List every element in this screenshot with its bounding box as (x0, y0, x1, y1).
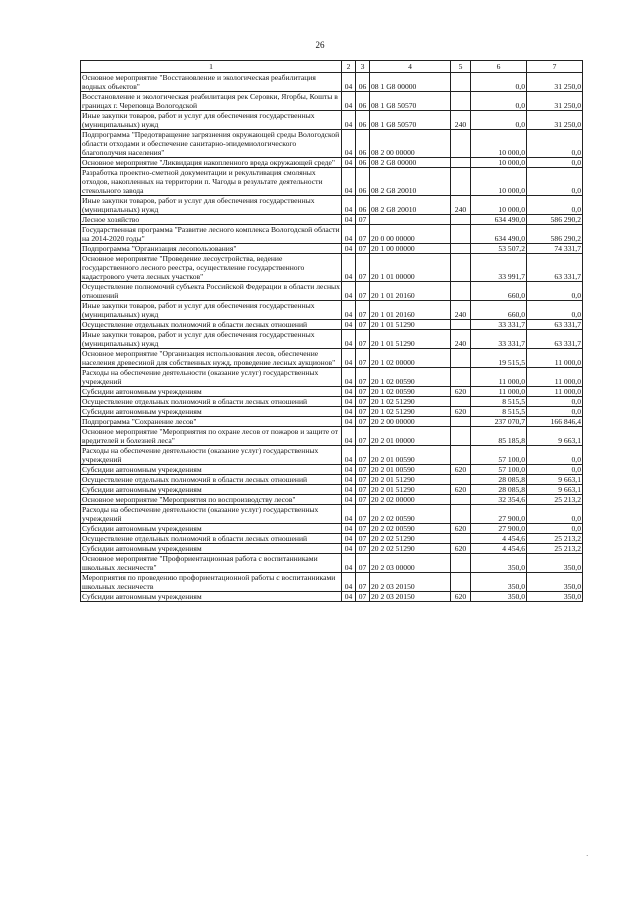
row-name: Расходы на обеспечение деятельности (оказание услуг) государственных учреждений (81, 505, 342, 524)
row-amount-year1: 0,0 (471, 73, 527, 92)
row-target-code: 20 1 02 51290 (370, 397, 451, 407)
row-amount-year1: 33 991,7 (471, 254, 527, 282)
row-expense-type: 620 (451, 465, 471, 475)
table-row (81, 465, 583, 475)
row-target-code: 20 2 03 20150 (370, 573, 451, 592)
table-row (81, 505, 583, 524)
table-row (81, 407, 583, 417)
row-target-code: 20 1 01 00000 (370, 254, 451, 282)
row-subsection: 07 (356, 215, 370, 225)
row-expense-type: 240 (451, 330, 471, 349)
row-name: Разработка проектно-сметной документации и рекультивация смоляных отходов, накопленных на территории п. Чагоды в результате деятельности стекольного завода (81, 168, 342, 196)
header-row (81, 61, 583, 73)
row-amount-year1: 53 507,2 (471, 244, 527, 254)
row-subsection: 07 (356, 244, 370, 254)
row-amount-year2: 166 846,4 (527, 417, 583, 427)
row-amount-year2: 31 250,0 (527, 73, 583, 92)
table-row (81, 524, 583, 534)
row-section: 04 (342, 544, 356, 554)
row-subsection: 07 (356, 495, 370, 505)
table-row (81, 301, 583, 320)
row-amount-year1: 660,0 (471, 282, 527, 301)
row-section: 04 (342, 573, 356, 592)
row-name: Основное мероприятие "Профориентационная работа с воспитанниками школьных лесничеств" (81, 554, 342, 573)
row-subsection: 06 (356, 158, 370, 168)
row-expense-type (451, 254, 471, 282)
row-amount-year2: 0,0 (527, 282, 583, 301)
row-expense-type: 240 (451, 301, 471, 320)
row-target-code: 20 2 01 51290 (370, 475, 451, 485)
row-amount-year1: 634 490,0 (471, 225, 527, 244)
row-section: 04 (342, 368, 356, 387)
row-name: Субсидии автономным учреждениям (81, 544, 342, 554)
row-amount-year1: 27 900,0 (471, 524, 527, 534)
row-section: 04 (342, 254, 356, 282)
table-row (81, 92, 583, 111)
col-header-section: 2 (342, 61, 356, 73)
row-amount-year1: 10 000,0 (471, 168, 527, 196)
row-section: 04 (342, 215, 356, 225)
row-subsection: 07 (356, 524, 370, 534)
margin-mark: · (586, 852, 589, 860)
row-section: 04 (342, 397, 356, 407)
row-subsection: 07 (356, 407, 370, 417)
table-row (81, 73, 583, 92)
row-amount-year2: 9 663,1 (527, 427, 583, 446)
row-section: 04 (342, 196, 356, 215)
row-amount-year1: 33 331,7 (471, 330, 527, 349)
row-subsection: 07 (356, 282, 370, 301)
table-row (81, 320, 583, 330)
table-row (81, 158, 583, 168)
row-expense-type (451, 244, 471, 254)
row-expense-type: 620 (451, 485, 471, 495)
table-row (81, 495, 583, 505)
row-name: Подпрограмма "Организация лесопользования" (81, 244, 342, 254)
row-expense-type (451, 225, 471, 244)
row-section: 04 (342, 225, 356, 244)
row-name: Субсидии автономным учреждениям (81, 592, 342, 602)
row-amount-year2: 31 250,0 (527, 92, 583, 111)
row-expense-type (451, 495, 471, 505)
row-section: 04 (342, 407, 356, 417)
table-row (81, 446, 583, 465)
row-subsection: 07 (356, 544, 370, 554)
table-row (81, 554, 583, 573)
row-name: Субсидии автономным учреждениям (81, 407, 342, 417)
row-target-code: 20 1 01 20160 (370, 282, 451, 301)
row-section: 04 (342, 427, 356, 446)
row-target-code: 20 2 03 00000 (370, 554, 451, 573)
row-section: 04 (342, 495, 356, 505)
row-expense-type (451, 573, 471, 592)
row-subsection: 07 (356, 475, 370, 485)
row-expense-type (451, 168, 471, 196)
row-expense-type (451, 427, 471, 446)
table-row (81, 111, 583, 130)
row-section: 04 (342, 534, 356, 544)
table-row (81, 368, 583, 387)
row-section: 04 (342, 524, 356, 534)
row-section: 04 (342, 92, 356, 111)
row-subsection: 06 (356, 130, 370, 158)
row-target-code: 20 1 02 51290 (370, 407, 451, 417)
table-row (81, 244, 583, 254)
row-subsection: 07 (356, 573, 370, 592)
row-amount-year2: 63 331,7 (527, 254, 583, 282)
row-section: 04 (342, 592, 356, 602)
row-name: Иные закупки товаров, работ и услуг для обеспечения государственных (муниципальных) нужд (81, 330, 342, 349)
row-name: Субсидии автономным учреждениям (81, 465, 342, 475)
row-expense-type (451, 534, 471, 544)
row-amount-year2: 0,0 (527, 301, 583, 320)
row-target-code: 20 1 01 20160 (370, 301, 451, 320)
row-amount-year2: 11 000,0 (527, 387, 583, 397)
row-name: Основное мероприятие "Проведение лесоустройства, ведение государственного лесного реестра, осуществление государственного кадастрового учета лесных участков" (81, 254, 342, 282)
table-row (81, 387, 583, 397)
row-section: 04 (342, 505, 356, 524)
row-amount-year1: 0,0 (471, 92, 527, 111)
row-amount-year1: 19 515,5 (471, 349, 527, 368)
row-section: 04 (342, 554, 356, 573)
row-subsection: 06 (356, 92, 370, 111)
row-amount-year1: 57 100,0 (471, 446, 527, 465)
row-section: 04 (342, 485, 356, 495)
row-expense-type (451, 446, 471, 465)
row-amount-year2: 11 000,0 (527, 368, 583, 387)
row-amount-year2: 25 213,2 (527, 544, 583, 554)
row-amount-year1: 11 000,0 (471, 387, 527, 397)
table-row (81, 417, 583, 427)
row-amount-year1: 33 331,7 (471, 320, 527, 330)
row-subsection: 06 (356, 111, 370, 130)
row-target-code: 20 2 01 00590 (370, 446, 451, 465)
row-target-code: 08 2 00 00000 (370, 130, 451, 158)
row-amount-year1: 4 454,6 (471, 534, 527, 544)
row-section: 04 (342, 475, 356, 485)
row-amount-year1: 28 085,8 (471, 485, 527, 495)
row-target-code (370, 215, 451, 225)
row-amount-year2: 25 213,2 (527, 495, 583, 505)
row-name: Подпрограмма "Предотвращение загрязнения окружающей среды Вологодской области отходами и обеспечение санитарно-эпидемиологического благополучия населения" (81, 130, 342, 158)
row-name: Осуществление полномочий субъекта Российской Федерации в области лесных отношений (82, 282, 340, 300)
row-amount-year1: 10 000,0 (471, 130, 527, 158)
row-subsection: 07 (356, 465, 370, 475)
row-amount-year1: 11 000,0 (471, 368, 527, 387)
row-target-code: 20 1 00 00000 (370, 244, 451, 254)
row-name: Основное мероприятие "Восстановление и экологическая реабилитация водных объектов" (81, 73, 342, 92)
row-amount-year1: 634 490,0 (471, 215, 527, 225)
row-amount-year2: 0,0 (527, 130, 583, 158)
row-amount-year1: 10 000,0 (471, 196, 527, 215)
row-target-code: 20 2 02 51290 (370, 534, 451, 544)
row-target-code: 08 2 G8 00000 (370, 158, 451, 168)
row-expense-type (451, 505, 471, 524)
row-amount-year1: 57 100,0 (471, 465, 527, 475)
row-amount-year2: 25 213,2 (527, 534, 583, 544)
row-amount-year1: 8 515,5 (471, 407, 527, 417)
row-target-code: 20 1 02 00590 (370, 387, 451, 397)
row-subsection: 07 (356, 485, 370, 495)
table-row (81, 573, 583, 592)
row-target-code: 20 2 02 00000 (370, 495, 451, 505)
row-name: Расходы на обеспечение деятельности (оказание услуг) государственных учреждений (81, 446, 342, 465)
row-amount-year2: 0,0 (527, 168, 583, 196)
row-amount-year2: 0,0 (527, 407, 583, 417)
row-section: 04 (342, 282, 356, 301)
row-section: 04 (342, 301, 356, 320)
row-name: Осуществление отдельных полномочий в области лесных отношений (81, 320, 342, 330)
row-subsection: 07 (356, 534, 370, 544)
row-amount-year2: 350,0 (527, 573, 583, 592)
row-amount-year2: 0,0 (527, 505, 583, 524)
row-name: Расходы на обеспечение деятельности (оказание услуг) государственных учреждений (81, 368, 342, 387)
row-expense-type (451, 282, 471, 301)
row-amount-year1: 27 900,0 (471, 505, 527, 524)
budget-table (80, 60, 583, 602)
row-amount-year1: 10 000,0 (471, 158, 527, 168)
row-expense-type (451, 320, 471, 330)
row-amount-year2: 586 290,2 (527, 215, 583, 225)
row-expense-type (451, 397, 471, 407)
row-section: 04 (342, 244, 356, 254)
row-name: Осуществление отдельных полномочий в области лесных отношений (81, 534, 342, 544)
row-subsection: 07 (356, 387, 370, 397)
row-target-code: 20 1 02 00000 (370, 349, 451, 368)
row-expense-type: 620 (451, 407, 471, 417)
row-name: Иные закупки товаров, работ и услуг для обеспечения государственных (муниципальных) нужд (81, 196, 342, 215)
row-expense-type (451, 368, 471, 387)
row-amount-year2: 0,0 (527, 158, 583, 168)
row-name: Основное мероприятие "Мероприятия по охране лесов от пожаров и защите от вредителей и болезней леса" (81, 427, 342, 446)
row-subsection: 06 (356, 168, 370, 196)
row-name: Субсидии автономным учреждениям (81, 524, 342, 534)
row-expense-type: 620 (451, 387, 471, 397)
col-header-subsection: 3 (356, 61, 370, 73)
row-amount-year1: 85 185,8 (471, 427, 527, 446)
row-section: 04 (342, 168, 356, 196)
row-amount-year2: 0,0 (527, 397, 583, 407)
row-amount-year2: 11 000,0 (527, 349, 583, 368)
row-subsection: 07 (356, 397, 370, 407)
row-expense-type (451, 554, 471, 573)
row-expense-type (451, 349, 471, 368)
row-expense-type (451, 417, 471, 427)
row-section: 04 (342, 130, 356, 158)
row-section: 04 (342, 111, 356, 130)
table-row (81, 544, 583, 554)
row-subsection: 07 (356, 330, 370, 349)
row-expense-type: 620 (451, 524, 471, 534)
row-expense-type (451, 475, 471, 485)
row-expense-type (451, 158, 471, 168)
row-name: Иные закупки товаров, работ и услуг для обеспечения государственных (муниципальных) нужд (81, 301, 342, 320)
row-name: Осуществление отдельных полномочий в области лесных отношений (81, 397, 342, 407)
table-row (81, 254, 583, 282)
row-expense-type (451, 73, 471, 92)
col-header-amount-year1: 6 (471, 61, 527, 73)
table-row (81, 215, 583, 225)
table-row (81, 330, 583, 349)
row-name: Субсидии автономным учреждениям (81, 485, 342, 495)
row-amount-year2: 31 250,0 (527, 111, 583, 130)
row-subsection: 07 (356, 254, 370, 282)
row-expense-type: 240 (451, 111, 471, 130)
row-amount-year1: 0,0 (471, 111, 527, 130)
row-name: Иные закупки товаров, работ и услуг для обеспечения государственных (муниципальных) нужд (81, 111, 342, 130)
row-amount-year2: 63 331,7 (527, 320, 583, 330)
row-name: Осуществление отдельных полномочий в области лесных отношений (81, 475, 342, 485)
row-section: 04 (342, 387, 356, 397)
row-name: Основное мероприятие "Ликвидация накопленного вреда окружающей среде" (81, 158, 342, 168)
row-target-code: 20 2 01 00000 (370, 427, 451, 446)
row-subsection: 07 (356, 368, 370, 387)
row-target-code: 20 2 02 00590 (370, 524, 451, 534)
row-amount-year2: 586 290,2 (527, 225, 583, 244)
table-row (81, 592, 583, 602)
row-subsection: 07 (356, 301, 370, 320)
row-name: Основное мероприятие "Мероприятия по воспроизводству лесов" (81, 495, 342, 505)
row-amount-year1: 350,0 (471, 554, 527, 573)
table-row (81, 534, 583, 544)
row-section: 04 (342, 349, 356, 368)
table-row (81, 282, 583, 301)
row-target-code: 20 2 00 00000 (370, 417, 451, 427)
row-amount-year2: 63 331,7 (527, 330, 583, 349)
row-subsection: 07 (356, 417, 370, 427)
col-header-target-code: 4 (370, 61, 451, 73)
row-target-code: 08 1 G8 50570 (370, 111, 451, 130)
row-section: 04 (342, 320, 356, 330)
row-target-code: 20 1 01 51290 (370, 330, 451, 349)
table-row (81, 485, 583, 495)
row-amount-year2: 350,0 (527, 592, 583, 602)
row-section: 04 (342, 465, 356, 475)
row-amount-year2: 9 663,1 (527, 485, 583, 495)
row-name: Мероприятия по проведению профориентационной работы с воспитанниками школьных лесничеств (81, 573, 342, 592)
row-subsection: 07 (356, 505, 370, 524)
col-header-amount-year2: 7 (527, 61, 583, 73)
row-expense-type (451, 215, 471, 225)
row-amount-year1: 28 085,8 (471, 475, 527, 485)
row-target-code: 20 2 02 51290 (370, 544, 451, 554)
row-target-code: 20 2 02 00590 (370, 505, 451, 524)
row-subsection: 07 (356, 554, 370, 573)
row-amount-year2: 0,0 (527, 446, 583, 465)
row-subsection: 07 (356, 349, 370, 368)
row-name: Основное мероприятие "Организация использования лесов, обеспечение населения древесиной для собственных нужд, проведение лесных аукционов" (81, 349, 342, 368)
table-row (81, 130, 583, 158)
row-section: 04 (342, 446, 356, 465)
row-name: Государственная программа "Развитие лесного комплекса Вологодской области на 2014-2020 годы" (82, 225, 340, 243)
row-expense-type: 620 (451, 544, 471, 554)
row-name: Подпрограмма "Сохранение лесов" (81, 417, 342, 427)
row-amount-year2: 350,0 (527, 554, 583, 573)
table-row (81, 397, 583, 407)
table-row (81, 427, 583, 446)
table-row (81, 225, 583, 244)
row-amount-year2: 0,0 (527, 465, 583, 475)
row-target-code: 20 1 01 51290 (370, 320, 451, 330)
row-amount-year1: 350,0 (471, 573, 527, 592)
row-subsection: 07 (356, 592, 370, 602)
row-target-code: 20 2 03 20150 (370, 592, 451, 602)
col-header-name: 1 (81, 61, 342, 73)
row-target-code: 08 1 G8 00000 (370, 73, 451, 92)
row-amount-year2: 0,0 (527, 196, 583, 215)
row-section: 04 (342, 158, 356, 168)
col-header-expense-type: 5 (451, 61, 471, 73)
row-subsection: 07 (356, 225, 370, 244)
row-amount-year2: 0,0 (527, 524, 583, 534)
row-expense-type (451, 92, 471, 111)
row-name: Субсидии автономным учреждениям (81, 387, 342, 397)
row-expense-type: 240 (451, 196, 471, 215)
row-amount-year1: 660,0 (471, 301, 527, 320)
row-target-code: 20 1 02 00590 (370, 368, 451, 387)
row-name: Восстановление и экологическая реабилитация рек Серовки, Ягорбы, Кошты в границах г. Череповца Вологодской (81, 92, 342, 111)
row-subsection: 07 (356, 427, 370, 446)
row-amount-year1: 350,0 (471, 592, 527, 602)
row-subsection: 07 (356, 320, 370, 330)
page-number: 26 (315, 40, 325, 50)
row-section: 04 (342, 73, 356, 92)
row-amount-year1: 8 515,5 (471, 397, 527, 407)
row-subsection: 07 (356, 446, 370, 465)
table-body (81, 73, 583, 602)
table-row (81, 349, 583, 368)
table-row (81, 168, 583, 196)
row-target-code: 20 2 01 00590 (370, 465, 451, 475)
row-amount-year2: 74 331,7 (527, 244, 583, 254)
row-amount-year2: 9 663,1 (527, 475, 583, 485)
table-row (81, 196, 583, 215)
row-amount-year1: 32 354,6 (471, 495, 527, 505)
table-row (81, 475, 583, 485)
row-section: 04 (342, 417, 356, 427)
row-target-code: 08 1 G8 50570 (370, 92, 451, 111)
row-expense-type: 620 (451, 592, 471, 602)
row-section: 04 (342, 330, 356, 349)
row-amount-year1: 237 070,7 (471, 417, 527, 427)
row-subsection: 06 (356, 196, 370, 215)
row-target-code: 08 2 G8 20010 (370, 168, 451, 196)
row-name: Лесное хозяйство (81, 215, 342, 225)
row-expense-type (451, 130, 471, 158)
row-subsection: 06 (356, 73, 370, 92)
row-target-code: 08 2 G8 20010 (370, 196, 451, 215)
row-target-code: 20 0 00 00000 (370, 225, 451, 244)
row-amount-year1: 4 454,6 (471, 544, 527, 554)
row-target-code: 20 2 01 51290 (370, 485, 451, 495)
